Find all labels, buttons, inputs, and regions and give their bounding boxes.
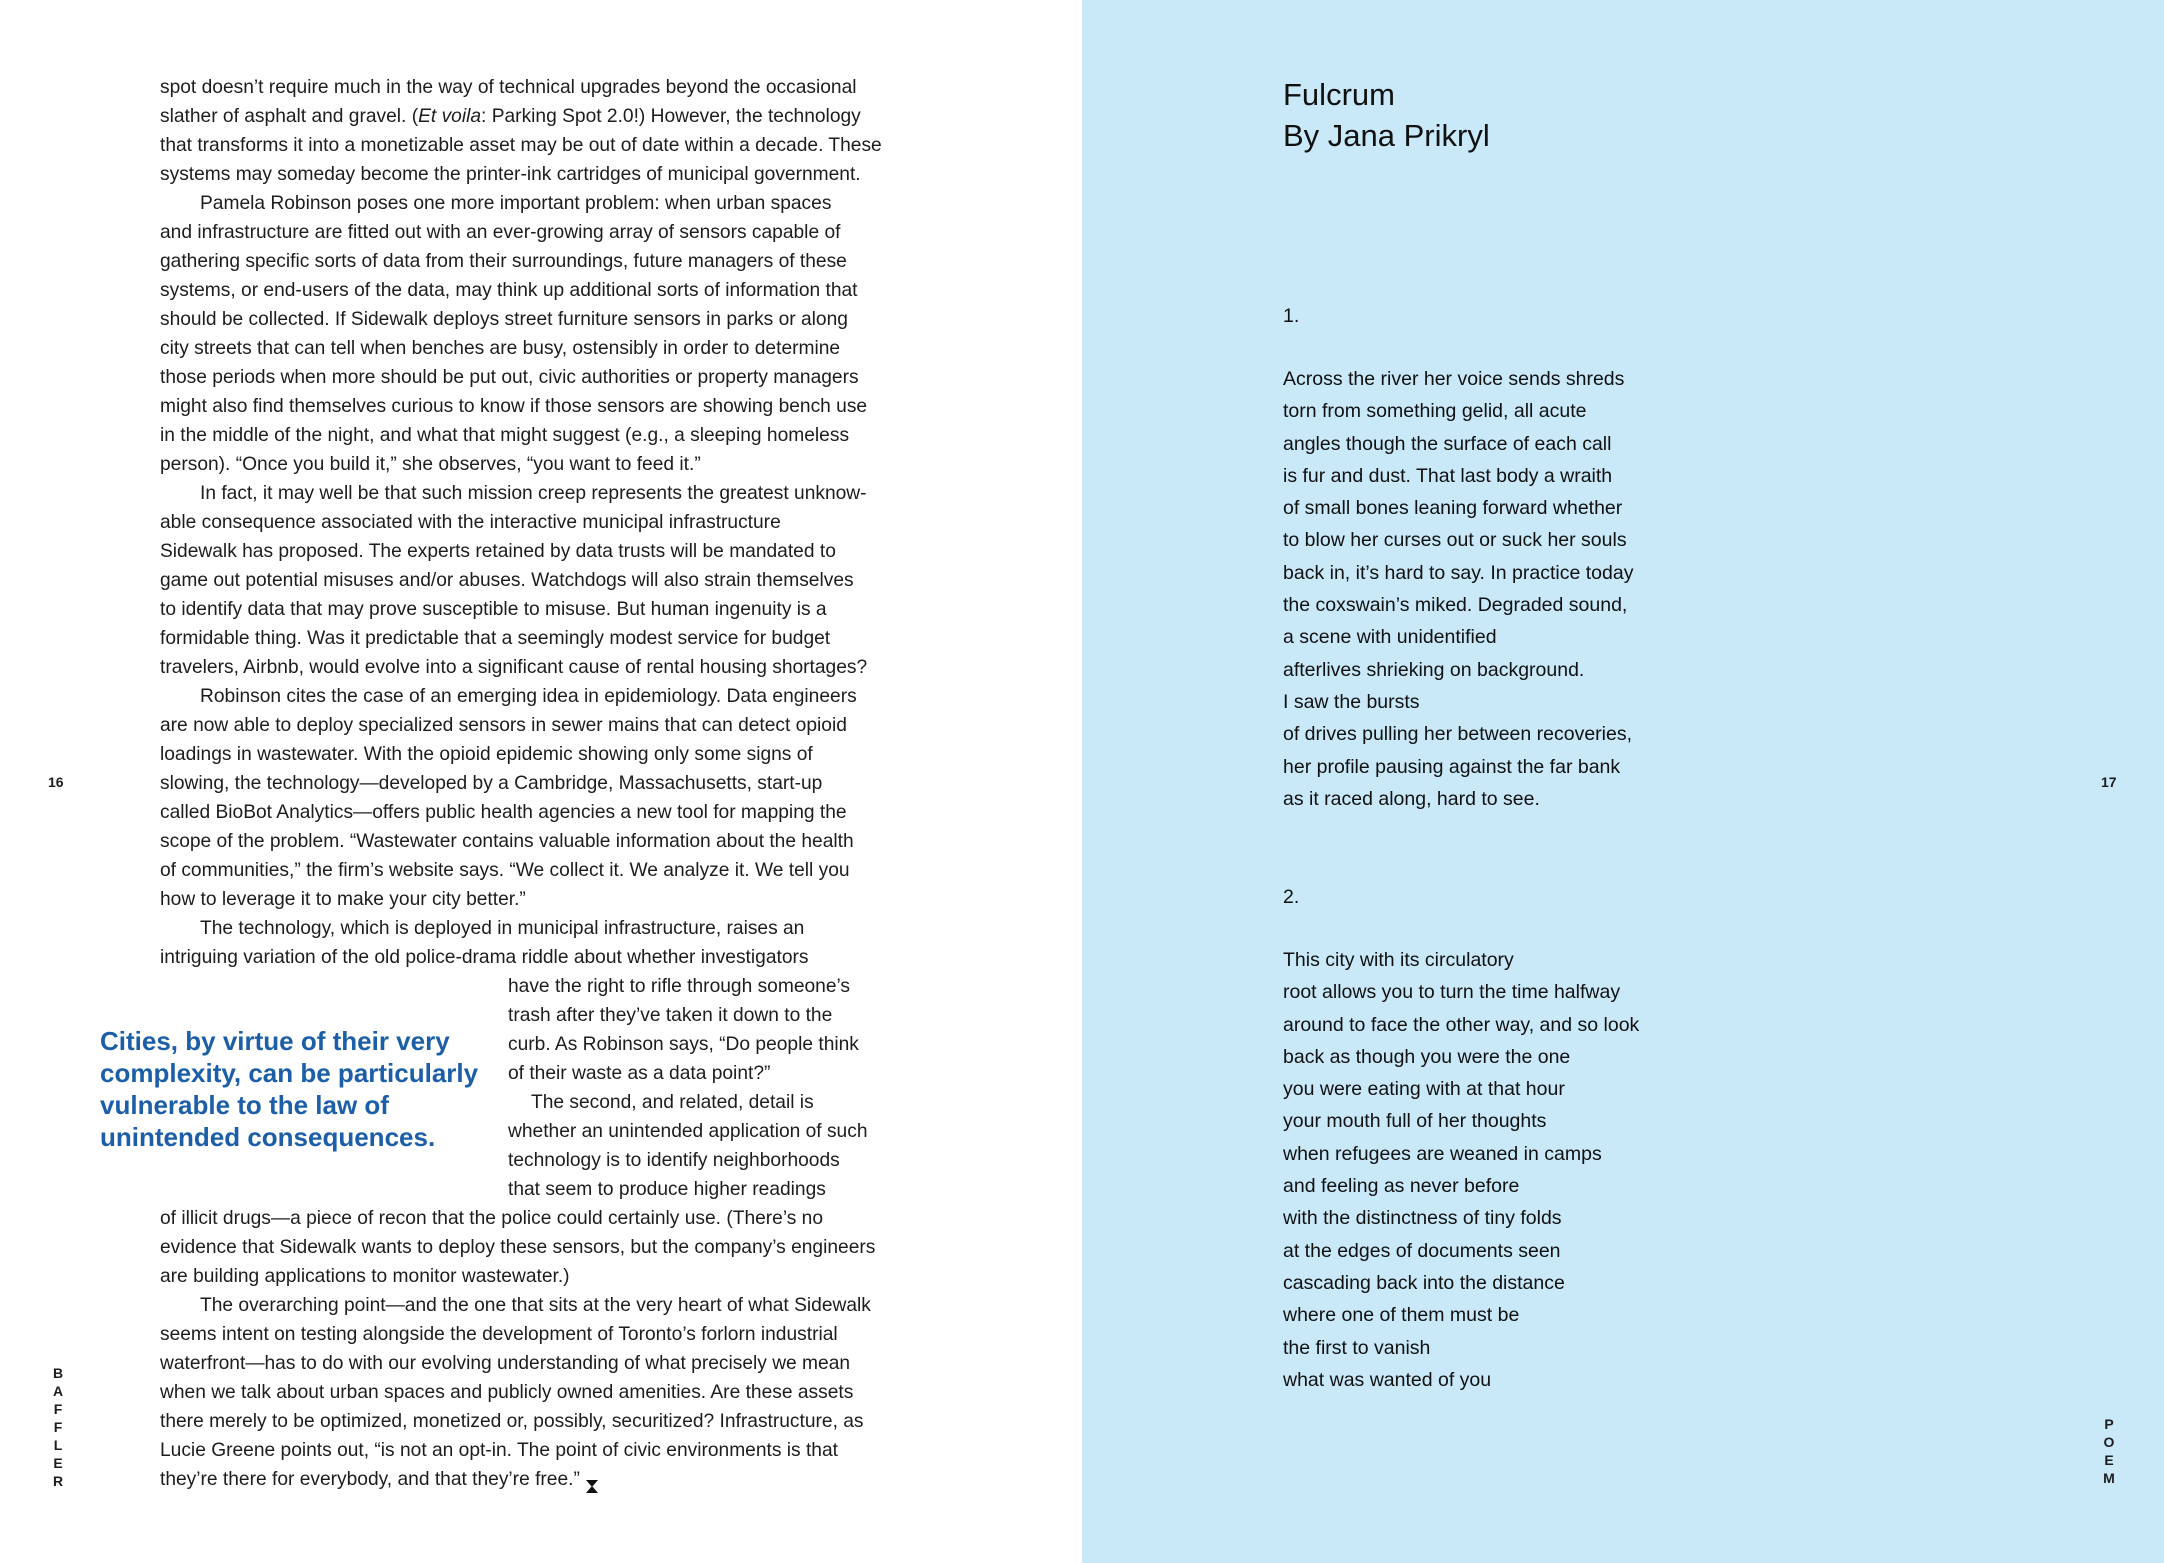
article-top-block <box>160 73 880 972</box>
poem-line: around to face the other way, and so look <box>1283 1013 1640 1036</box>
pull-quote-line: Cities, by virtue of their very <box>100 1026 450 1056</box>
poem-line: angles though the surface of each call <box>1283 432 1612 455</box>
line-text: are now able to deploy specialized sensors in sewer mains that can detect opioid <box>160 715 847 736</box>
article-line <box>160 479 880 508</box>
article-line <box>160 247 880 276</box>
line-text: gathering specific sorts of data from their surroundings, future managers of these <box>160 251 847 272</box>
poem-line: is fur and dust. That last body a wraith <box>1283 464 1613 487</box>
vertical-letter: E <box>2104 1452 2114 1468</box>
line-text: game out potential misuses and/or abuses. Watchdogs will also strain themselves <box>160 570 854 591</box>
vertical-letter: P <box>2104 1416 2114 1432</box>
line-text: evidence that Sidewalk wants to deploy these sensors, but the company’s engineers <box>160 1237 876 1258</box>
article-line <box>160 1378 880 1407</box>
article-line <box>160 914 880 943</box>
poem-line: and feeling as never before <box>1283 1175 1520 1198</box>
article-line <box>160 885 880 914</box>
line-text: called BioBot Analytics—offers public health agencies a new tool for mapping the <box>160 802 847 823</box>
line-text: The technology, which is deployed in municipal infrastructure, raises an <box>200 918 805 939</box>
article-line <box>160 566 880 595</box>
vertical-letter: L <box>53 1437 63 1453</box>
line-text: Robinson cites the case of an emerging idea in epidemiology. Data engineers <box>200 686 857 707</box>
article-line <box>160 218 880 247</box>
poem-line: the coxswain’s miked. Degraded sound, <box>1283 594 1628 617</box>
article-line <box>508 1001 880 1030</box>
article-line <box>508 1088 880 1117</box>
poem-line: your mouth full of her thoughts <box>1283 1110 1547 1133</box>
article-line <box>508 1030 880 1059</box>
poem-section-number-1: 1. <box>1283 305 1300 327</box>
article-line <box>160 740 880 769</box>
poem-line: of small bones leaning forward whether <box>1283 497 1623 520</box>
line-text: of their waste as a data point?” <box>508 1063 771 1084</box>
line-text: when we talk about urban spaces and publicly owned amenities. Are these assets <box>160 1382 854 1403</box>
article-line <box>160 363 880 392</box>
poem-line: back as though you were the one <box>1283 1045 1571 1068</box>
article-line <box>160 595 880 624</box>
line-text: curb. As Robinson says, “Do people think <box>508 1034 859 1055</box>
vertical-letter: F <box>53 1419 63 1435</box>
line-text: those periods when more should be put out, civic authorities or property managers <box>160 367 859 388</box>
line-text: systems may someday become the printer-ink cartridges of municipal government. <box>160 164 861 185</box>
article-line <box>160 711 880 740</box>
poem-line: with the distinctness of tiny folds <box>1283 1207 1562 1230</box>
article-line <box>160 827 880 856</box>
page-number-left: 16 <box>48 774 64 790</box>
article-line <box>160 769 880 798</box>
line-text: whether an unintended application of such <box>508 1121 868 1142</box>
line-text: of communities,” the firm’s website says. “We collect it. We analyze it. We tell you <box>160 860 850 881</box>
article-line <box>160 305 880 334</box>
poem-section-2 <box>1283 944 1639 1396</box>
magazine-name-vertical <box>50 1364 66 1490</box>
vertical-letter: R <box>52 1473 64 1489</box>
line-text: slowing, the technology—developed by a Cambridge, Massachusetts, start-up <box>160 773 823 794</box>
pull-quote <box>100 1025 480 1153</box>
line-text: trash after they’ve taken it down to the <box>508 1005 833 1026</box>
line-text: there merely to be optimized, monetized or, possibly, securitized? Infrastructure, as <box>160 1411 864 1432</box>
article-line <box>508 1175 880 1204</box>
line-text: scope of the problem. “Wastewater contains valuable information about the health <box>160 831 854 852</box>
section-label-vertical <box>2101 1415 2117 1487</box>
pull-quote-line: unintended consequences. <box>100 1122 436 1152</box>
line-text: to identify data that may prove susceptible to misuse. But human ingenuity is a <box>160 599 827 620</box>
line-text: Lucie Greene points out, “is not an opt-in. The point of civic environments is that <box>160 1440 838 1461</box>
vertical-letter: F <box>53 1401 63 1417</box>
poem-line: back in, it’s hard to say. In practice today <box>1283 561 1634 584</box>
line-text: person). “Once you build it,” she observes, “you want to feed it.” <box>160 454 701 475</box>
poem-line: where one of them must be <box>1283 1304 1520 1327</box>
poem-line: the first to vanish <box>1283 1336 1431 1359</box>
vertical-letter: A <box>52 1383 64 1399</box>
line-text: and infrastructure are fitted out with an ever-growing array of sensors capable of <box>160 222 841 243</box>
line-text: that seem to produce higher readings <box>508 1179 826 1200</box>
line-text: loadings in wastewater. With the opioid epidemic showing only some signs of <box>160 744 813 765</box>
article-line <box>160 1233 880 1262</box>
article-line <box>160 682 880 711</box>
article-line <box>160 102 880 131</box>
line-text: waterfront—has to do with our evolving understanding of what precisely we mean <box>160 1353 851 1374</box>
line-text: that transforms it into a monetizable asset may be out of date within a decade. These <box>160 135 882 156</box>
line-text: city streets that can tell when benches are busy, ostensibly in order to determine <box>160 338 841 359</box>
line-text: formidable thing. Was it predictable that a seemingly modest service for budget <box>160 628 831 649</box>
poem-line: when refugees are weaned in camps <box>1283 1142 1602 1165</box>
text-segment: : Parking Spot 2.0!) However, the technology <box>481 106 861 127</box>
article-line <box>160 1465 880 1494</box>
article-line <box>160 334 880 363</box>
article-line <box>160 798 880 827</box>
article-line <box>160 450 880 479</box>
pull-quote-line: vulnerable to the law of <box>100 1090 389 1120</box>
line-text: how to leverage it to make your city better.” <box>160 889 526 910</box>
line-text: of illicit drugs—a piece of recon that the police could certainly use. (There’s no <box>160 1208 824 1229</box>
article-line <box>160 856 880 885</box>
line-text: In fact, it may well be that such mission creep represents the greatest unknow- <box>200 483 867 504</box>
page-number-right: 17 <box>2101 774 2117 790</box>
line-text: travelers, Airbnb, would evolve into a significant cause of rental housing shortages? <box>160 657 868 678</box>
poem-line: her profile pausing against the far bank <box>1283 755 1621 778</box>
line-text: technology is to identify neighborhoods <box>508 1150 840 1171</box>
poem-line: a scene with unidentified <box>1283 626 1497 649</box>
poem-heading <box>1283 74 1490 156</box>
poem-line: Across the river her voice sends shreds <box>1283 368 1625 390</box>
article-line <box>160 1320 880 1349</box>
line-text: Pamela Robinson poses one more important problem: when urban spaces <box>200 193 832 214</box>
line-text: have the right to rifle through someone’s <box>508 976 851 997</box>
italic-phrase: Et voila <box>418 106 482 127</box>
article-line <box>508 1146 880 1175</box>
article-line <box>160 653 880 682</box>
poem-section-1 <box>1283 363 1633 815</box>
vertical-letter: M <box>2103 1470 2115 1486</box>
line-text: are building applications to monitor wastewater.) <box>160 1266 570 1287</box>
article-line <box>508 972 880 1001</box>
article-line <box>160 624 880 653</box>
line-text: seems intent on testing alongside the development of Toronto’s forlorn industrial <box>160 1324 838 1345</box>
article-line <box>160 537 880 566</box>
article-line <box>160 943 880 972</box>
poem-section-number-2: 2. <box>1283 886 1300 908</box>
article-line <box>508 1059 880 1088</box>
article-line <box>160 1291 880 1320</box>
poem-line: I saw the bursts <box>1283 690 1420 713</box>
line-text: spot doesn’t require much in the way of technical upgrades beyond the occasional <box>160 77 857 98</box>
poem-line: torn from something gelid, all acute <box>1283 400 1587 423</box>
line-text: The second, and related, detail is <box>531 1092 814 1113</box>
end-mark-icon <box>586 1480 598 1487</box>
line-text: might also find themselves curious to know if those sensors are showing bench use <box>160 396 868 417</box>
article-line <box>160 276 880 305</box>
article-line <box>160 1436 880 1465</box>
article-bottom-block <box>160 1204 880 1494</box>
poem-line: of drives pulling her between recoveries, <box>1283 723 1633 746</box>
poem-line: at the edges of documents seen <box>1283 1239 1561 1262</box>
poem-line: as it raced along, hard to see. <box>1283 787 1540 810</box>
vertical-letter: E <box>53 1455 63 1471</box>
article-line <box>160 189 880 218</box>
poem-line: what was wanted of you <box>1283 1368 1492 1391</box>
line-text: able consequence associated with the interactive municipal infrastructure <box>160 512 781 533</box>
article-line <box>508 1117 880 1146</box>
line-text: they’re there for everybody, and that they’re free.” <box>160 1469 580 1490</box>
article-body <box>160 73 880 1494</box>
article-line <box>160 1204 880 1233</box>
poem-line: to blow her curses out or suck her souls <box>1283 529 1627 552</box>
poem-line: root allows you to turn the time halfway <box>1283 981 1621 1004</box>
line-text: should be collected. If Sidewalk deploys street furniture sensors in parks or along <box>160 309 848 330</box>
article-line <box>160 1349 880 1378</box>
text-segment: slather of asphalt and gravel. ( <box>160 106 419 127</box>
poem-line: cascading back into the distance <box>1283 1271 1565 1294</box>
poem-title: Fulcrum <box>1283 77 1395 112</box>
vertical-letter: O <box>2103 1434 2115 1450</box>
line-text: Sidewalk has proposed. The experts retained by data trusts will be mandated to <box>160 541 836 562</box>
pull-quote-line: complexity, can be particularly <box>100 1058 479 1088</box>
vertical-letter: B <box>52 1365 64 1381</box>
article-line <box>160 1262 880 1291</box>
line-text: in the middle of the night, and what that might suggest (e.g., a sleeping homeless <box>160 425 850 446</box>
article-line <box>160 421 880 450</box>
article-line <box>160 160 880 189</box>
article-line <box>160 1407 880 1436</box>
line-text: systems, or end-users of the data, may think up additional sorts of information that <box>160 280 858 301</box>
poem-line: This city with its circulatory <box>1283 949 1514 971</box>
poem-line: afterlives shrieking on background. <box>1283 658 1585 681</box>
article-line <box>160 131 880 160</box>
poem-line: you were eating with at that hour <box>1283 1078 1565 1101</box>
article-line <box>160 73 880 102</box>
article-line <box>160 508 880 537</box>
line-text: intriguing variation of the old police-drama riddle about whether investigators <box>160 947 809 968</box>
line-text: The overarching point—and the one that sits at the very heart of what Sidewalk <box>200 1295 871 1316</box>
poem-byline: By Jana Prikryl <box>1283 118 1490 153</box>
article-line <box>160 392 880 421</box>
